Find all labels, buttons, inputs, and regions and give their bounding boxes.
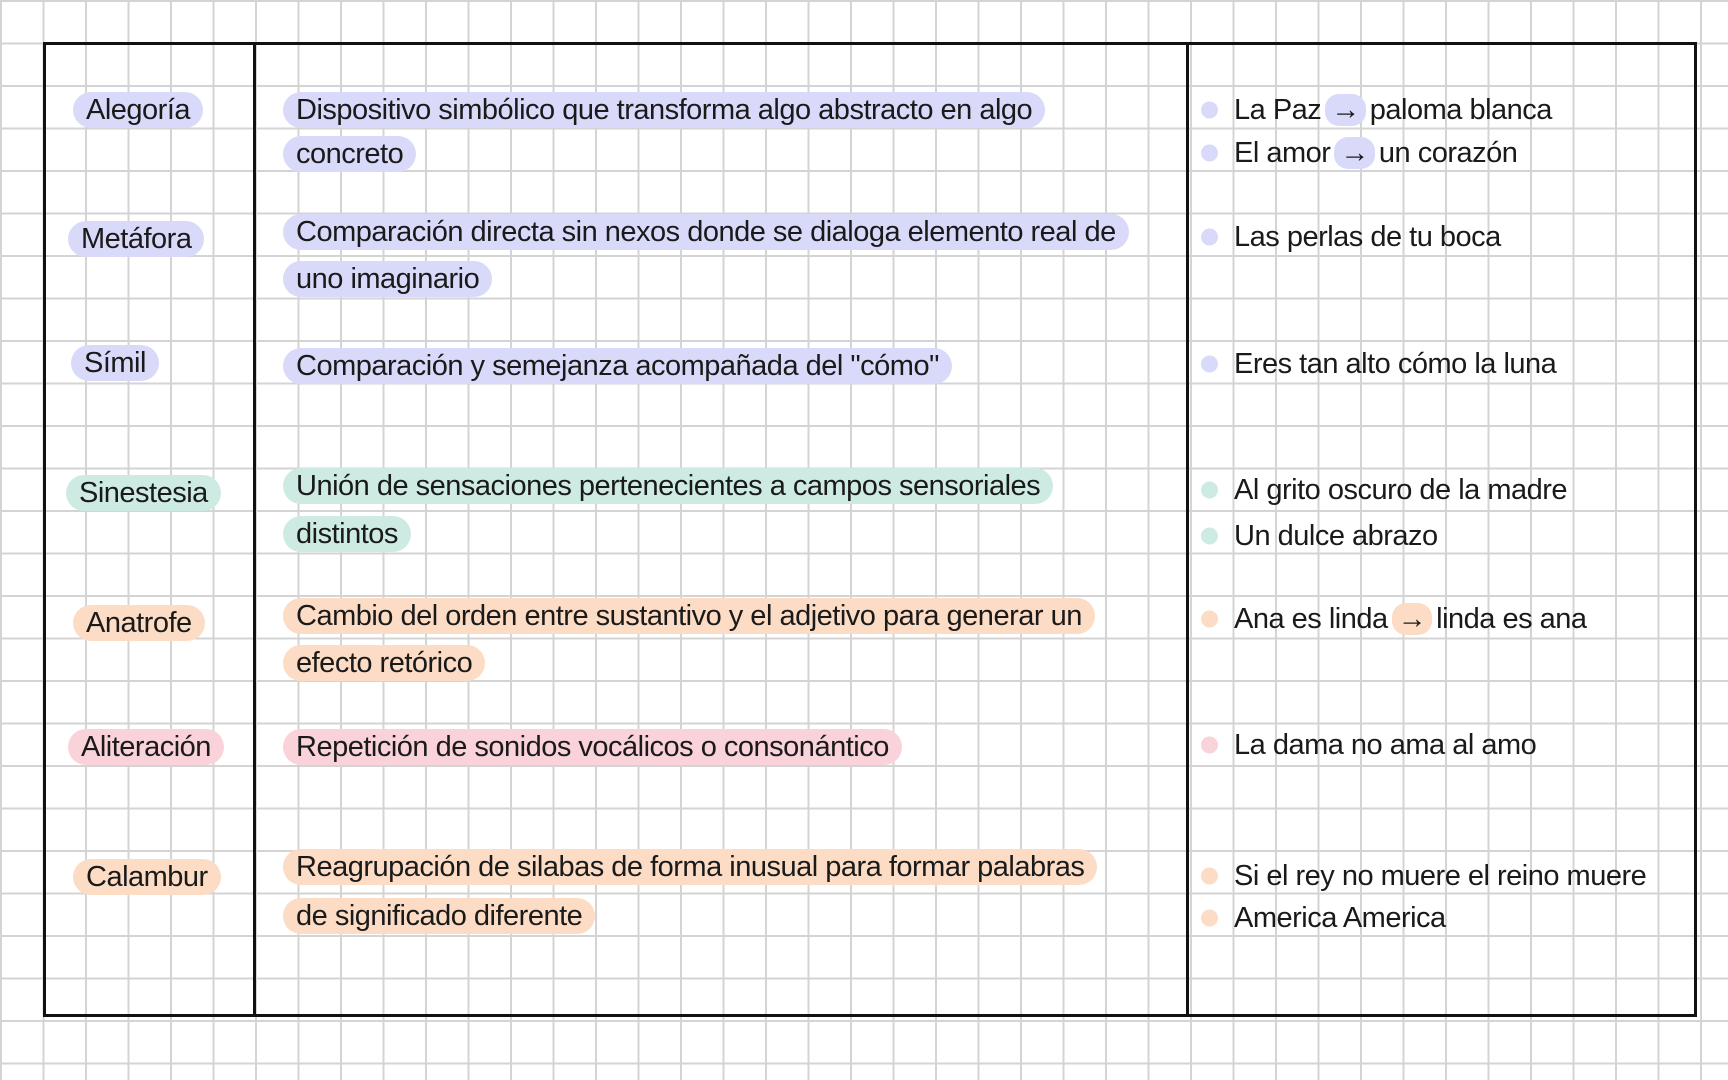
- term-2: Símil: [71, 345, 159, 381]
- bullet-icon: [1201, 145, 1218, 162]
- bullet-icon: [1201, 102, 1218, 119]
- example-text: Si el rey no muere el reino muere: [1234, 860, 1647, 892]
- definition-line: Reagrupación de silabas de forma inusual para formar palabras: [283, 849, 1097, 885]
- term-4: Anatrofe: [73, 605, 205, 641]
- example-text: Ana es linda: [1234, 603, 1388, 635]
- bullet-icon: [1201, 528, 1218, 545]
- definition-line: Cambio del orden entre sustantivo y el adjetivo para generar un: [283, 598, 1095, 634]
- example-text: Las perlas de tu boca: [1234, 221, 1501, 253]
- term-1: Metáfora: [68, 221, 204, 257]
- example-item: [1234, 346, 1556, 382]
- definition-line: Comparación directa sin nexos donde se dialoga elemento real de: [283, 214, 1129, 250]
- example-item: [1234, 900, 1446, 936]
- column-divider-examples: [1186, 42, 1189, 1017]
- example-item: [1234, 92, 1552, 128]
- definition-line: Unión de sensaciones pertenecientes a campos sensoriales: [283, 468, 1053, 504]
- term-0: Alegoría: [73, 92, 203, 128]
- arrow-icon: →: [1392, 603, 1433, 635]
- bullet-icon: [1201, 356, 1218, 373]
- bullet-icon: [1201, 737, 1218, 754]
- example-item: [1234, 472, 1567, 508]
- term-5: Aliteración: [68, 729, 224, 765]
- definition-line: efecto retórico: [283, 645, 485, 681]
- arrow-icon: →: [1334, 137, 1375, 169]
- example-item: [1234, 727, 1536, 763]
- column-divider-terms: [253, 42, 256, 1017]
- definition-line: de significado diferente: [283, 898, 595, 934]
- bullet-icon: [1201, 868, 1218, 885]
- term-3: Sinestesia: [66, 475, 221, 511]
- example-text: linda es ana: [1436, 603, 1587, 635]
- example-item: [1234, 219, 1501, 255]
- example-text: La dama no ama al amo: [1234, 729, 1537, 761]
- term-6: Calambur: [73, 859, 221, 895]
- example-text: un corazón: [1378, 137, 1518, 169]
- definition-line: Dispositivo simbólico que transforma algo abstracto en algo: [283, 92, 1045, 128]
- bullet-icon: [1201, 611, 1218, 628]
- arrow-icon: →: [1325, 94, 1366, 126]
- bullet-icon: [1201, 482, 1218, 499]
- example-item: [1234, 858, 1646, 894]
- definition-line: distintos: [283, 516, 411, 552]
- bullet-icon: [1201, 910, 1218, 927]
- example-text: La Paz: [1234, 94, 1322, 126]
- example-text: Eres tan alto cómo la luna: [1234, 348, 1557, 380]
- definition-line: Repetición de sonidos vocálicos o consonántico: [283, 729, 902, 765]
- example-text: America America: [1234, 902, 1446, 934]
- definition-line: Comparación y semejanza acompañada del "cómo": [283, 348, 952, 384]
- example-item: [1234, 601, 1587, 637]
- bullet-icon: [1201, 229, 1218, 246]
- example-text: El amor: [1234, 137, 1331, 169]
- example-text: paloma blanca: [1369, 94, 1552, 126]
- example-text: Al grito oscuro de la madre: [1234, 474, 1568, 506]
- definition-line: uno imaginario: [283, 261, 492, 297]
- definition-line: concreto: [283, 136, 416, 172]
- example-item: [1234, 518, 1438, 554]
- example-item: [1234, 135, 1517, 171]
- example-text: Un dulce abrazo: [1234, 520, 1438, 552]
